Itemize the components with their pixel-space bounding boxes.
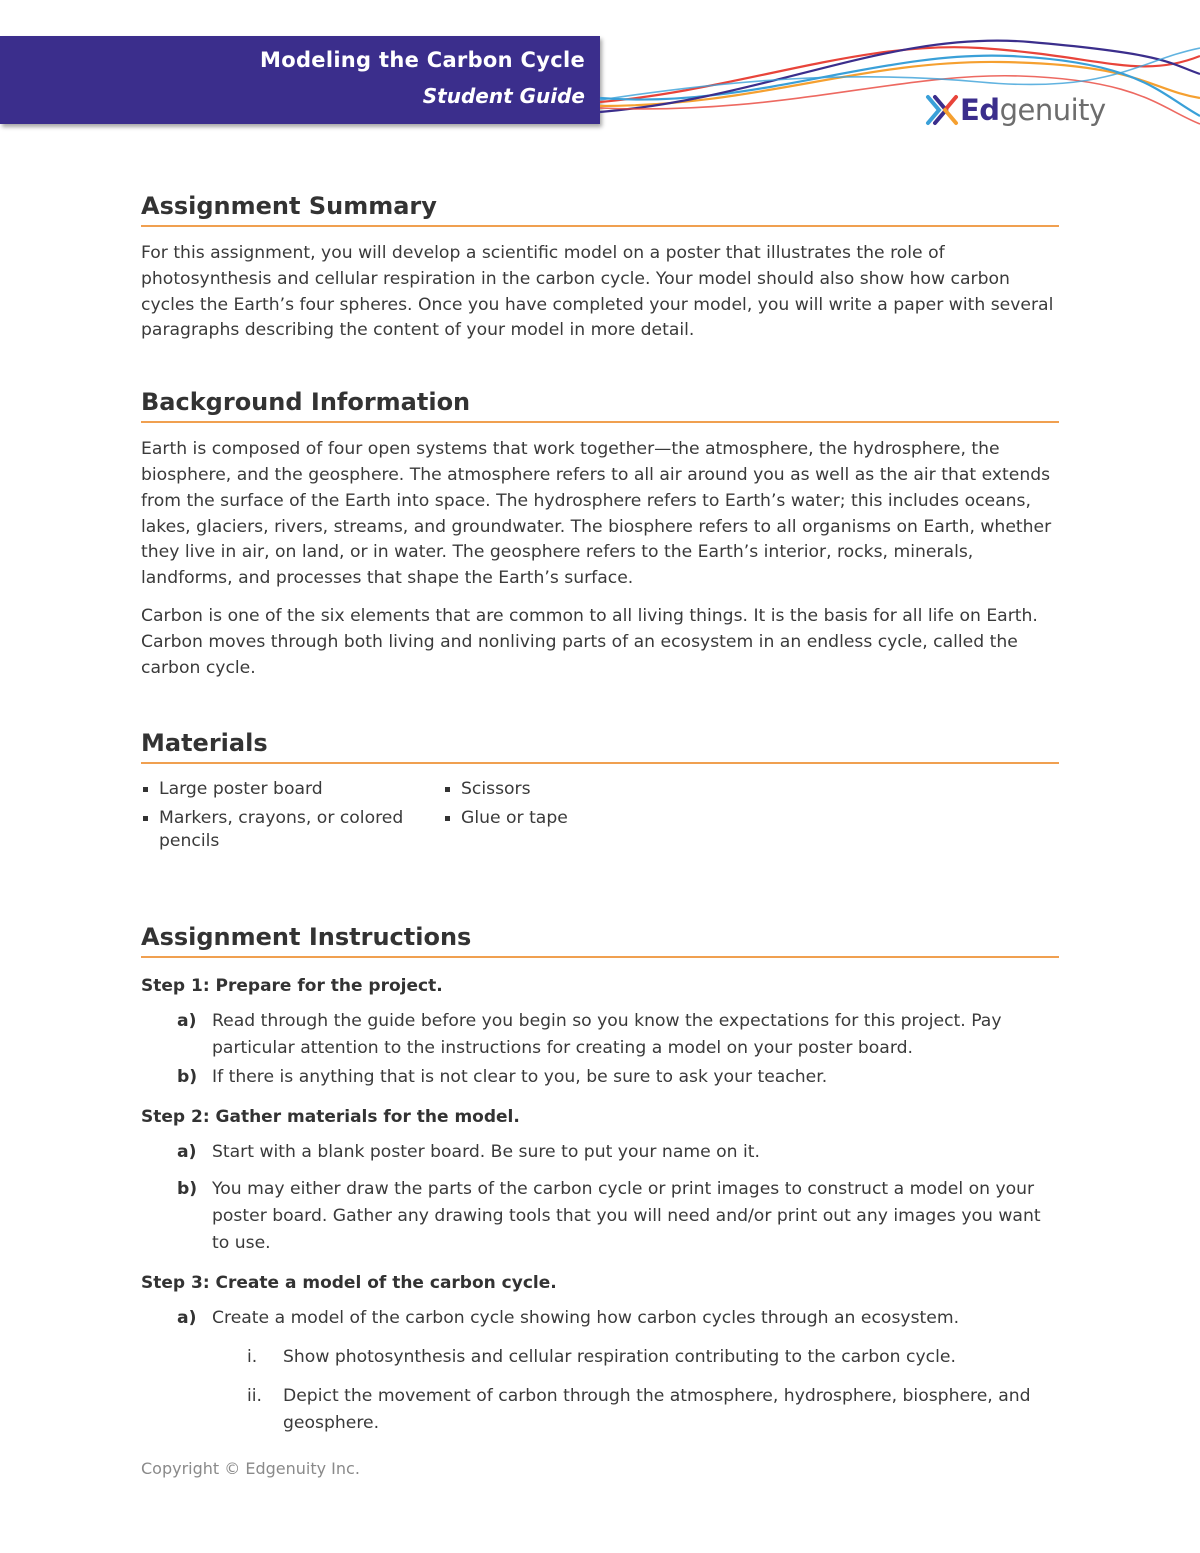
step-item-text: Read through the guide before you begin so you know the expectations for this project. Pay particular attention to the instructions for creating a model on your poster board. — [212, 1011, 1002, 1059]
materials-section — [141, 727, 1059, 859]
material-item: Large poster board — [141, 778, 443, 801]
step-item — [141, 1176, 1059, 1257]
materials-heading: Materials — [141, 727, 1059, 764]
assignment-summary-heading: Assignment Summary — [141, 190, 1059, 227]
step-subitem-text: Show photosynthesis and cellular respiration contributing to the carbon cycle. — [283, 1347, 956, 1368]
step-item-letter: a) — [177, 1011, 197, 1032]
step-item-text: If there is anything that is not clear to you, be sure to ask your teacher. — [212, 1067, 828, 1088]
assignment-summary-section — [141, 190, 1059, 344]
background-paragraph: Earth is composed of four open systems that work together—the atmosphere, the hydrosphere, the biosphere, and the geosphere. The atmosphere refers to all air around you as well as the air that extends from the surface of the Earth into space. The hydrosphere refers to Earth’s water; this includes oceans, lakes, glaciers, rivers, streams, and groundwater. The biosphere refers to all organisms on Earth, whether they live in air, on land, or in water. The geosphere refers to the Earth’s interior, rocks, minerals, landforms, and processes that shape the Earth’s surface. — [141, 439, 1052, 589]
step-subitem-text: Depict the movement of carbon through the atmosphere, hydrosphere, biosphere, and geosphere. — [283, 1386, 1031, 1434]
step-heading: Step 1: Prepare for the project. — [141, 976, 443, 997]
step-subitem-number: i. — [247, 1347, 258, 1368]
assignment-summary-text: For this assignment, you will develop a scientific model on a poster that illustrates the role of photosynthesis and cellular respiration in the carbon cycle. Your model should also show how carbon cycles the Earth’s four spheres. Once you have completed your model, you will write a paper with several paragraphs describing the content of your model in more detail. — [141, 243, 1054, 341]
edgenuity-logo — [925, 90, 1106, 130]
document-title: Modeling the Carbon Cycle — [260, 48, 585, 72]
edgenuity-x-icon — [925, 93, 959, 127]
step-heading: Step 3: Create a model of the carbon cycle. — [141, 1273, 557, 1294]
step-item-text: Create a model of the carbon cycle showing how carbon cycles through an ecosystem. — [212, 1308, 960, 1329]
step-item-letter: b) — [177, 1179, 198, 1200]
step-item-text: Start with a blank poster board. Be sure to put your name on it. — [212, 1142, 760, 1163]
step-item — [141, 1064, 1059, 1091]
step-item-letter: b) — [177, 1067, 198, 1088]
logo-wordmark: Edgenuity — [960, 93, 1106, 127]
assignment-instructions-section — [141, 921, 1059, 1437]
copyright-footer: Copyright © Edgenuity Inc. — [141, 1459, 360, 1478]
material-item: Markers, crayons, or colored pencils — [141, 807, 443, 853]
step-item — [141, 1139, 1059, 1166]
step-item-text: You may either draw the parts of the carbon cycle or print images to construct a model on your poster board. Gather any drawing tools that you will need and/or print out any images you want to use. — [212, 1179, 1041, 1254]
step-item — [141, 1305, 1059, 1332]
document-body — [141, 190, 1059, 1437]
step-item-letter: a) — [177, 1308, 197, 1329]
materials-column — [141, 778, 443, 859]
background-information-heading: Background Information — [141, 386, 1059, 423]
header-banner — [0, 36, 600, 124]
step-item-letter: a) — [177, 1142, 197, 1163]
step-subitem-number: ii. — [247, 1386, 263, 1407]
materials-column — [443, 778, 745, 859]
material-item: Glue or tape — [443, 807, 745, 830]
step-subitem — [141, 1383, 1059, 1437]
assignment-instructions-heading: Assignment Instructions — [141, 921, 1059, 958]
step-heading: Step 2: Gather materials for the model. — [141, 1107, 520, 1128]
material-item: Scissors — [443, 778, 745, 801]
background-information-section — [141, 386, 1059, 681]
background-paragraph: Carbon is one of the six elements that are common to all living things. It is the basis for all life on Earth. Carbon moves through both living and nonliving parts of an ecosystem in an endless cycle, called the carbon cycle. — [141, 605, 1038, 678]
step-item — [141, 1008, 1059, 1062]
step-subitem — [141, 1344, 1059, 1371]
materials-list — [141, 778, 1059, 859]
document-subtitle: Student Guide — [422, 84, 585, 108]
